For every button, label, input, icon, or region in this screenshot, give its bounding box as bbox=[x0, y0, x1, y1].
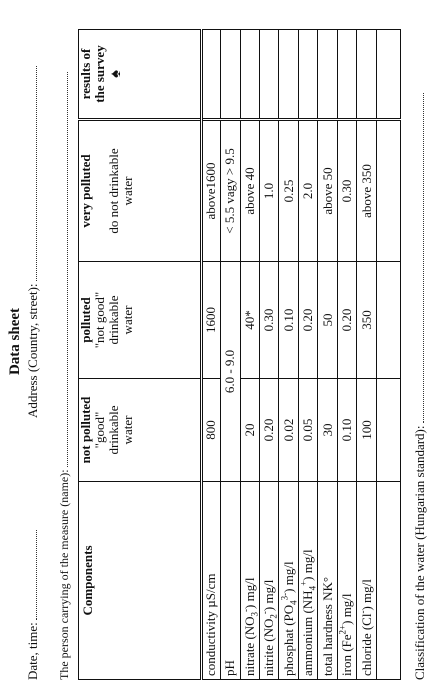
header-not-polluted bbox=[79, 379, 202, 482]
spade-icon: ♠ bbox=[108, 70, 124, 78]
result-cell[interactable] bbox=[240, 30, 259, 120]
person-line bbox=[57, 72, 72, 680]
table-row bbox=[240, 30, 259, 680]
header-polluted bbox=[79, 262, 202, 379]
header-row bbox=[79, 30, 202, 680]
very-polluted-value: above 350 bbox=[357, 120, 376, 262]
polluted-line-4: water bbox=[120, 305, 135, 335]
header-very-polluted bbox=[79, 120, 202, 262]
very-polluted-line-3: water bbox=[120, 176, 135, 206]
person-field[interactable] bbox=[57, 72, 68, 467]
not-polluted-value: 100 bbox=[357, 379, 376, 482]
address-field[interactable] bbox=[26, 66, 37, 281]
not-polluted-value: 0.10 bbox=[337, 379, 356, 482]
table-row bbox=[201, 30, 220, 680]
table-row bbox=[279, 30, 298, 680]
very-polluted-value: 1.0 bbox=[260, 120, 279, 262]
table-row bbox=[221, 30, 240, 680]
date-time-field[interactable] bbox=[26, 530, 37, 620]
very-polluted-value: above 40 bbox=[240, 120, 259, 262]
very-polluted-value: above1600 bbox=[201, 120, 220, 262]
polluted-value: 0.30 bbox=[260, 262, 279, 379]
classification-field[interactable] bbox=[413, 94, 424, 424]
table-row bbox=[337, 30, 356, 680]
polluted-line-3: drinkable bbox=[106, 295, 121, 345]
empty-cell[interactable] bbox=[376, 30, 400, 120]
sheet-title: Data sheet bbox=[7, 307, 23, 376]
person-label: The person carrying of the measure (name): bbox=[57, 469, 71, 680]
address-label: Address (Country, street): bbox=[25, 283, 40, 418]
result-cell[interactable] bbox=[279, 30, 298, 120]
component-cell: nitrite $(NO_2^-)$ mg/l bbox=[260, 482, 279, 680]
merged-range-value: 6.0 - 9.0 bbox=[221, 262, 240, 482]
result-cell[interactable] bbox=[318, 30, 337, 120]
component-cell: phosphat $(PO_4^{3-})$ mg/l bbox=[279, 482, 298, 680]
polluted-value: 50 bbox=[318, 262, 337, 379]
not-polluted-value: 0.20 bbox=[260, 379, 279, 482]
empty-cell[interactable] bbox=[376, 262, 400, 379]
component-cell: chloride (Cl-) mg/l bbox=[357, 482, 376, 680]
table-row bbox=[318, 30, 337, 680]
polluted-line-2: "not good" bbox=[92, 291, 107, 349]
table-row bbox=[357, 30, 376, 680]
empty-cell[interactable] bbox=[376, 482, 400, 680]
table-row-empty bbox=[376, 30, 400, 680]
polluted-value: 0.20 bbox=[337, 262, 356, 379]
very-polluted-value: < 5.5 vagy > 9.5 bbox=[221, 120, 240, 262]
polluted-value: 0.20 bbox=[298, 262, 317, 379]
header-components bbox=[79, 482, 202, 680]
polluted-value: 350 bbox=[357, 262, 376, 379]
header-components-label: Components bbox=[80, 545, 95, 616]
table-row bbox=[260, 30, 279, 680]
empty-cell[interactable] bbox=[376, 379, 400, 482]
not-polluted-value: 20 bbox=[240, 379, 259, 482]
polluted-value: 40* bbox=[240, 262, 259, 379]
very-polluted-value: 2.0 bbox=[298, 120, 317, 262]
component-cell: pH bbox=[221, 482, 240, 680]
classification-line bbox=[412, 94, 428, 681]
result-cell[interactable] bbox=[260, 30, 279, 120]
not-polluted-value: 0.05 bbox=[298, 379, 317, 482]
not-polluted-value: 30 bbox=[318, 379, 337, 482]
date-time-label: Date, time: bbox=[25, 622, 40, 680]
not-polluted-line-3: drinkable bbox=[106, 405, 121, 455]
not-polluted-value: 800 bbox=[201, 379, 220, 482]
polluted-title: polluted bbox=[78, 297, 93, 343]
result-cell[interactable] bbox=[298, 30, 317, 120]
result-cell[interactable] bbox=[337, 30, 356, 120]
very-polluted-value: above 50 bbox=[318, 120, 337, 262]
very-polluted-line-2: do not drinkable bbox=[106, 148, 121, 234]
result-cell[interactable] bbox=[221, 30, 240, 120]
component-cell: conductivity µS/cm bbox=[201, 482, 220, 680]
not-polluted-title: not polluted bbox=[78, 396, 93, 464]
date-time-line bbox=[25, 530, 41, 680]
polluted-value: 1600 bbox=[201, 262, 220, 379]
polluted-value: 0.10 bbox=[279, 262, 298, 379]
header-results bbox=[79, 30, 202, 120]
not-polluted-line-4: water bbox=[120, 415, 135, 445]
very-polluted-value: 0.25 bbox=[279, 120, 298, 262]
result-cell[interactable] bbox=[201, 30, 220, 120]
results-line-1: results of bbox=[78, 48, 93, 100]
very-polluted-value: 0.30 bbox=[337, 120, 356, 262]
table-row bbox=[298, 30, 317, 680]
water-quality-table bbox=[78, 29, 401, 680]
component-cell: nitrate $(NO_3^-)$ mg/l bbox=[240, 482, 259, 680]
not-polluted-line-2: "good" bbox=[92, 411, 107, 449]
result-cell[interactable] bbox=[357, 30, 376, 120]
address-line bbox=[25, 66, 41, 418]
component-cell: iron $(Fe^{2+})$ mg/l bbox=[337, 482, 356, 680]
very-polluted-title: very polluted bbox=[78, 154, 93, 228]
not-polluted-value: 0.02 bbox=[279, 379, 298, 482]
results-line-2: the survey bbox=[92, 45, 107, 103]
component-cell: total hardness NK° bbox=[318, 482, 337, 680]
empty-cell[interactable] bbox=[376, 120, 400, 262]
classification-label: Classification of the water (Hungarian standard): bbox=[412, 425, 427, 680]
component-cell: ammonium $(NH_4^+)$ mg/l bbox=[298, 482, 317, 680]
